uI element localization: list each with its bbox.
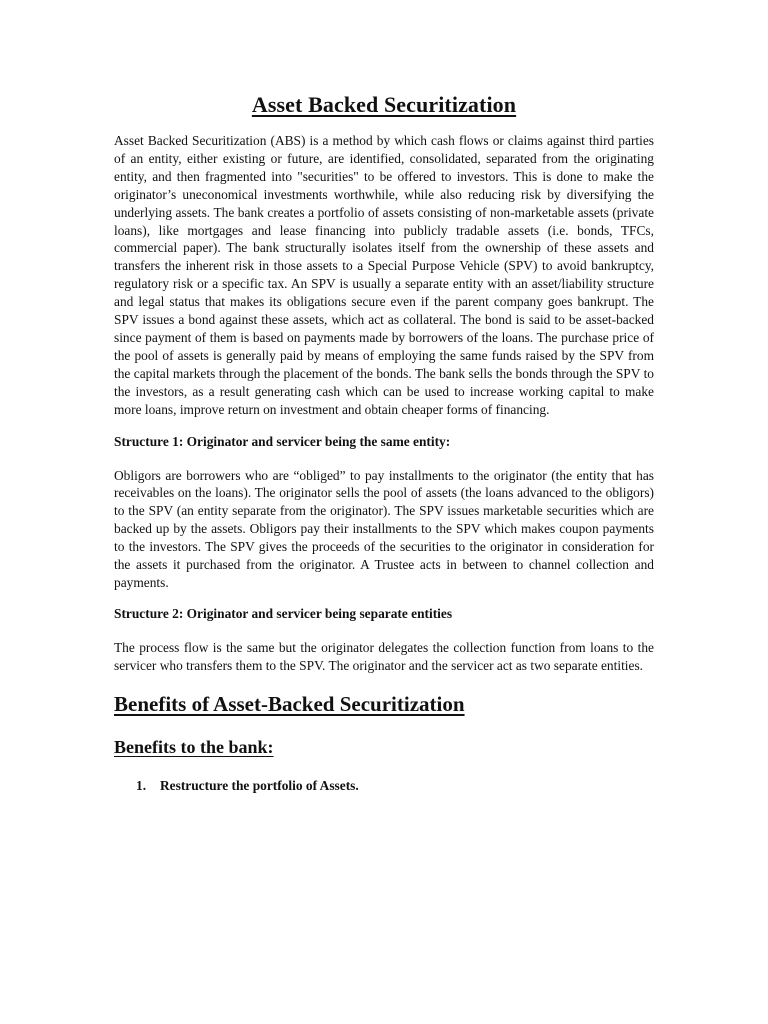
benefits-bank-heading: Benefits to the bank: (114, 736, 274, 757)
structure2-paragraph: The process flow is the same but the originator delegates the collection function from loans to the servicer who transfers them to the SPV. The originator and the servicer act as two separate entities. (114, 639, 654, 673)
structure1-paragraph: Obligors are borrowers who are “obliged” to pay installments to the originator (the entity that has receivables on the loans). The originator sells the pool of assets (the loans advanced to the obligors) to the SPV (an entity separate from the originator). The SPV issues marketable securities which are backed up by the assets. Obligors pay their installments to the SPV which makes coupon payments to the investors. The SPV gives the proceeds of the securities to the originator in consideration for the assets it purchased from the originator. A Trustee acts in between to channel collection and payments. (114, 467, 654, 590)
document-title: Asset Backed Securitization (251, 92, 517, 117)
intro-paragraph: Asset Backed Securitization (ABS) is a method by which cash flows or claims against third parties of an entity, either existing or future, are identified, consolidated, separated from the originating entity, and then fragmented into "securities" to be offered to investors. This is done to make the originator’s uneconomical investments worthwhile, while also reducing risk by diversifying the underlying assets. The bank creates a portfolio of assets consisting of non-marketable assets (private loans), like mortgages and lease financing into publicly tradable assets (i.e. bonds, TFCs, commercial paper). The bank structurally isolates itself from the ownership of these assets and transfers the inherent risk in those assets to a Special Purpose Vehicle (SPV) to avoid bankruptcy, regulatory risk or a specific tax. An SPV is usually a separate entity with an asset/liability structure and legal status that makes its obligations secure even if the parent company goes bankrupt. The SPV issues a bond against these assets, which act as collateral. The bond is said to be asset-backed since payment of them is based on payments made by borrowers of the loans. The purchase price of the pool of assets is generally paid by means of employing the same funds raised by the SPV from the capital markets through the placement of the bonds. The bank sells the bonds through the SPV to the investors, as a result generating cash which can be used to increase working capital to make more loans, improve return on investment and obtain cheaper forms of financing. (114, 133, 654, 417)
list-item-number: 1. (136, 777, 147, 793)
list-item-text: Restructure the portfolio of Assets. (160, 777, 359, 793)
structure1-heading: Structure 1: Originator and servicer being the same entity: (114, 433, 451, 449)
structure2-heading: Structure 2: Originator and servicer being separate entities (114, 605, 453, 621)
list-item (136, 777, 654, 795)
benefits-list (114, 777, 654, 795)
benefits-heading: Benefits of Asset-Backed Securitization (114, 691, 465, 716)
